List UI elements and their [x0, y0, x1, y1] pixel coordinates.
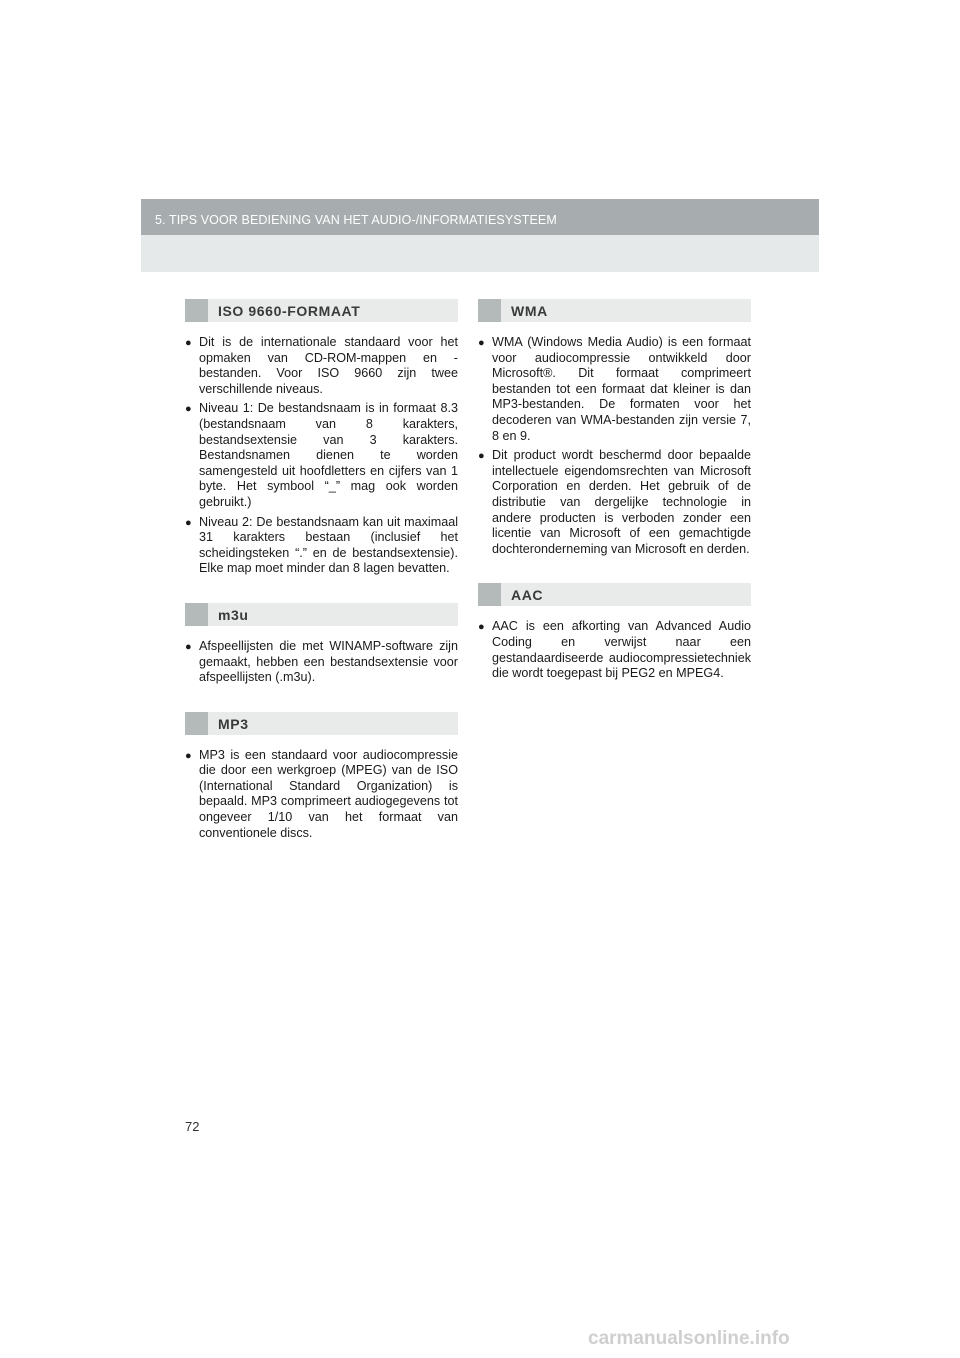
right-column: [478, 299, 751, 686]
list-item: ● Dit is de internationale standaard voor het opmaken van CD-ROM-mappen en -bestanden. Voor ISO 9660 zijn twee verschillende niveaus.: [185, 335, 458, 396]
bullet-icon: ●: [185, 516, 192, 529]
list-item: ● Afspeellijsten die met WINAMP-software zijn gemaakt, hebben een bestandsextensie voor afspeellijsten (.m3u).: [185, 638, 458, 685]
section-marker: [185, 299, 208, 322]
section-marker: [185, 712, 208, 735]
section-marker: [478, 299, 501, 322]
section-title: ISO 9660-FORMAAT: [218, 303, 361, 319]
section-wma: [478, 299, 751, 557]
section-header: [478, 299, 751, 322]
section-m3u: [185, 603, 458, 686]
chapter-title: 5. TIPS VOOR BEDIENING VAN HET AUDIO-/INFORMATIESYSTEEM: [155, 213, 557, 227]
list-item: ● AAC is een afkorting van Advanced Audio Coding en verwijst naar een gestandaardiseerde audiocompressietechniek die wordt toegepast bij PEG2 en MPEG4.: [478, 619, 751, 681]
section-header: [478, 583, 751, 606]
bullet-icon: ●: [478, 450, 485, 463]
section-iso9660: [185, 299, 458, 577]
section-title: MP3: [218, 715, 249, 732]
list-item: ● Dit product wordt beschermd door bepaalde intellectuele eigendomsrechten van Microsoft Corporation en derden. Het gebruik of de distributie van dergelijke technologie in andere producten is verboden zonder een licentie van Microsoft of een gemachtigde dochteronderneming van Microsoft en derden.: [478, 448, 751, 556]
section-marker: [185, 603, 208, 626]
list-item: ● MP3 is een standaard voor audiocompressie die door een werkgroep (MPEG) van de ISO (International Standard Organization) is bepaald. MP3 comprimeert audiogegevens tot ongeveer 1/10 van het formaat van conventionele discs.: [185, 747, 458, 840]
bullet-icon: ●: [185, 337, 192, 349]
list-item: ● Niveau 2: De bestandsnaam kan uit maximaal 31 karakters bestaan (inclusief het scheidingsteken “.” en de bestandsextensie). Elke map moet minder dan 8 lagen bevatten.: [185, 514, 458, 576]
section-title: m3u: [218, 606, 249, 623]
page-number: 72: [185, 1119, 200, 1134]
left-column: [185, 299, 458, 845]
section-header: [185, 603, 458, 626]
section-title: WMA: [511, 303, 548, 319]
bullet-icon: ●: [185, 403, 192, 416]
section-marker: [478, 583, 501, 606]
section-header: [185, 712, 458, 735]
chapter-header: [141, 199, 819, 272]
chapter-header-bar: [141, 199, 819, 235]
bullet-icon: ●: [478, 621, 485, 634]
section-mp3: [185, 712, 458, 842]
section-aac: [478, 583, 751, 681]
bullet-icon: ●: [478, 337, 485, 349]
bullet-icon: ●: [185, 640, 192, 653]
list-item: ● WMA (Windows Media Audio) is een formaat voor audiocompressie ontwikkeld door Microsoft®. Dit formaat comprimeert bestanden tot een formaat dat kleiner is dan MP3-bestanden. De formaten voor het decoderen van WMA-bestanden zijn versie 7, 8 en 9.: [478, 335, 751, 443]
watermark: carmanualsonline.info: [588, 1328, 790, 1349]
list-item: ● Niveau 1: De bestandsnaam is in formaat 8.3 (bestandsnaam van 8 karakters, bestandsextensie van 3 karakters. Bestandsnamen dienen te worden samengesteld uit hoofdletters en cijfers van 1 byte. Het symbool “_” mag ook worden gebruikt.): [185, 401, 458, 509]
section-header: [185, 299, 458, 322]
section-title: AAC: [511, 587, 544, 604]
bullet-icon: ●: [185, 749, 192, 762]
